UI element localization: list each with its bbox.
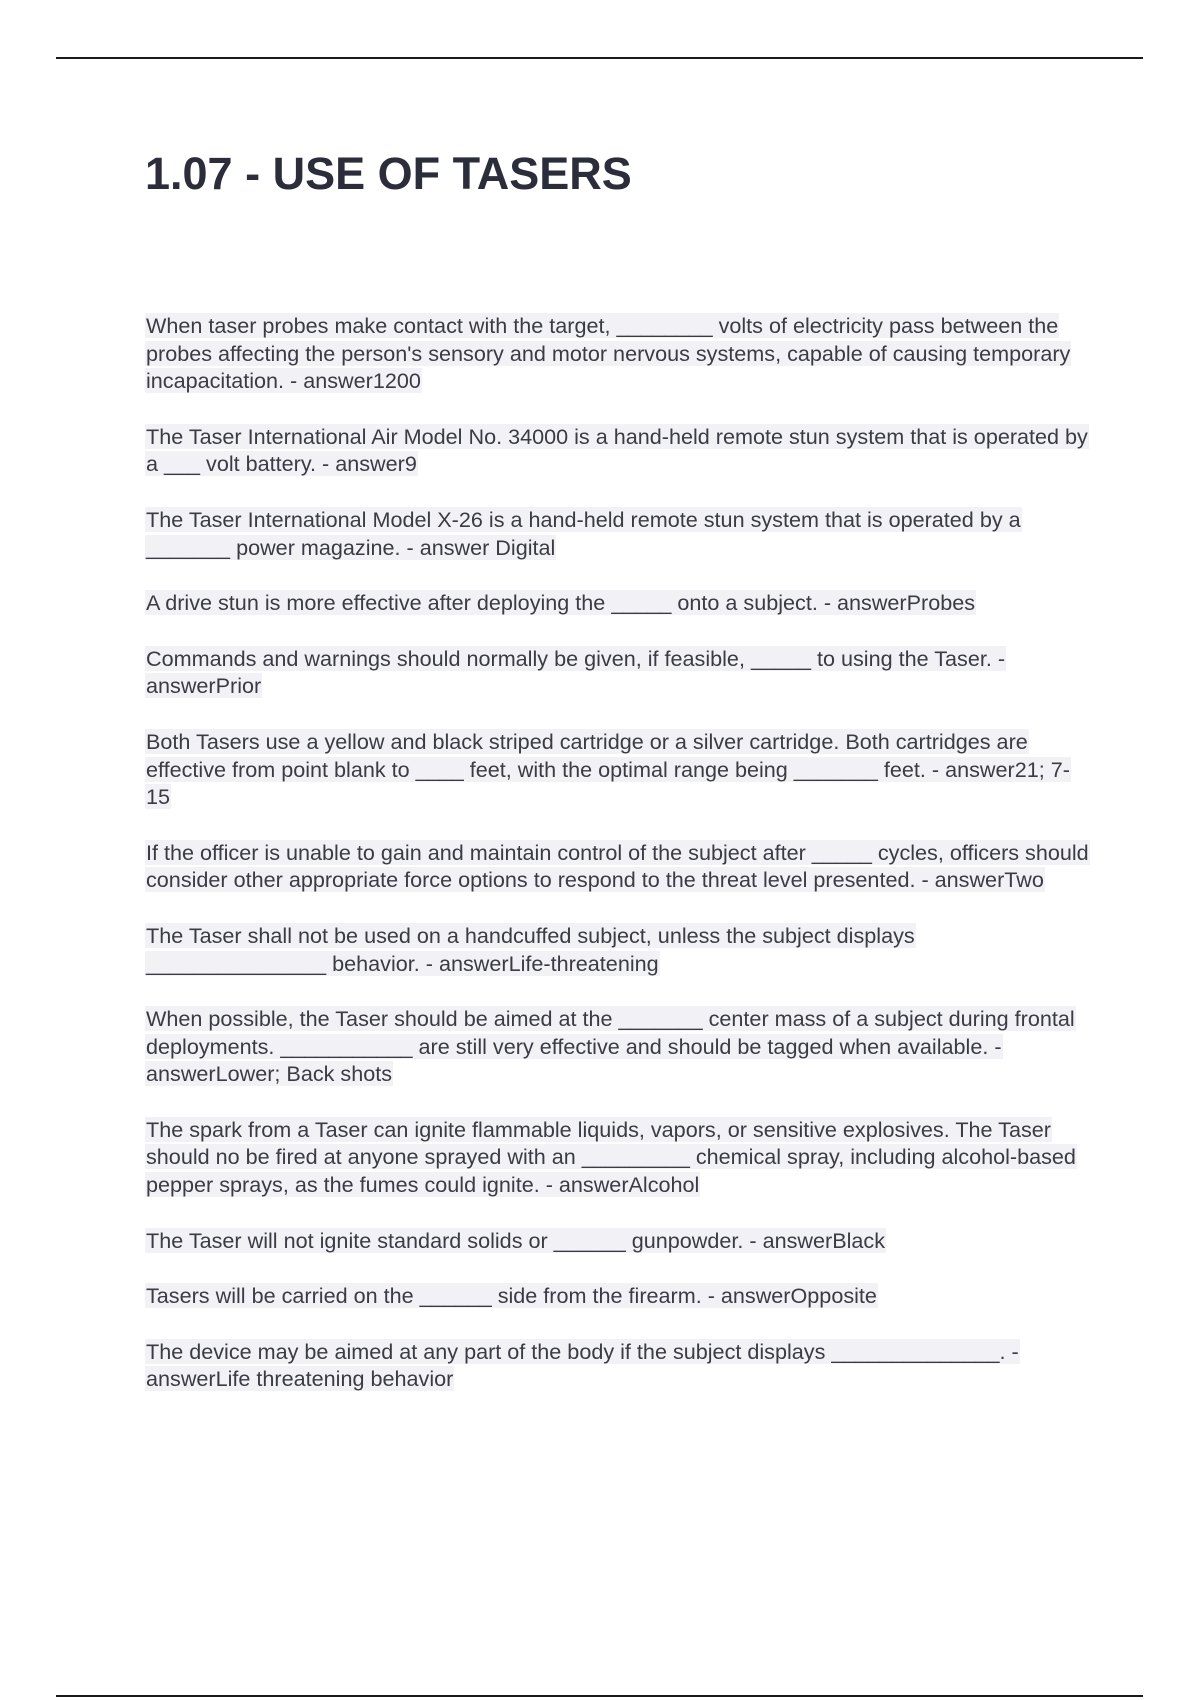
- qa-text: The Taser International Air Model No. 34000 is a hand-held remote stun system that is operated by a ___ volt battery. - answer9: [146, 423, 1088, 477]
- list-item: [145, 423, 1090, 478]
- qa-text: When taser probes make contact with the target, ________ volts of electricity pass between the probes affecting the person's sensory and motor nervous systems, capable of causing temporary incapacitation. - answer1200: [146, 313, 1071, 394]
- qa-text: Both Tasers use a yellow and black striped cartridge or a silver cartridge. Both cartridges are effective from point blank to ____ feet, with the optimal range being _______ feet. - answer21; 7-15: [146, 728, 1070, 810]
- qa-list: [145, 312, 1090, 1421]
- page-title: 1.07 - USE OF TASERS: [145, 148, 632, 199]
- qa-text: A drive stun is more effective after deploying the _____ onto a subject. - answerProbes: [146, 590, 976, 616]
- list-item: [145, 645, 1090, 700]
- qa-text: The spark from a Taser can ignite flammable liquids, vapors, or sensitive explosives. The Taser should no be fired at anyone sprayed with an _________ chemical spray, including alcohol-based pepper sprays, as the fumes could ignite. - answerAlcohol: [146, 1116, 1076, 1198]
- list-item: [145, 589, 1090, 617]
- qa-text: The Taser will not ignite standard solids or ______ gunpowder. - answerBlack: [146, 1227, 886, 1253]
- qa-text: Commands and warnings should normally be given, if feasible, _____ to using the Taser. - answerPrior: [146, 645, 1006, 699]
- list-item: [145, 1227, 1090, 1255]
- list-item: [145, 1116, 1090, 1199]
- list-item: [145, 728, 1090, 811]
- top-rule: [56, 57, 1143, 59]
- list-item: [145, 1282, 1090, 1310]
- qa-text: When possible, the Taser should be aimed at the _______ center mass of a subject during frontal deployments. ___________ are still very effective and should be tagged when available. - answerLower; Back shots: [146, 1006, 1075, 1087]
- qa-text: The device may be aimed at any part of the body if the subject displays ______________. - answerLife threatening behavior: [146, 1338, 1019, 1392]
- qa-text: The Taser International Model X-26 is a hand-held remote stun system that is operated by a _______ power magazine. - answer Digital: [146, 506, 1021, 560]
- qa-text: The Taser shall not be used on a handcuffed subject, unless the subject displays _______________ behavior. - answerLife-threatening: [146, 922, 915, 976]
- list-item: [145, 1005, 1090, 1088]
- list-item: [145, 1338, 1090, 1393]
- list-item: [145, 922, 1090, 977]
- list-item: [145, 839, 1090, 894]
- qa-text: If the officer is unable to gain and maintain control of the subject after _____ cycles, officers should consider other appropriate force options to respond to the threat level presented. - answerTwo: [146, 839, 1089, 893]
- list-item: [145, 506, 1090, 561]
- qa-text: Tasers will be carried on the ______ side from the firearm. - answerOpposite: [146, 1283, 877, 1309]
- bottom-rule: [56, 1695, 1143, 1697]
- list-item: [145, 312, 1090, 395]
